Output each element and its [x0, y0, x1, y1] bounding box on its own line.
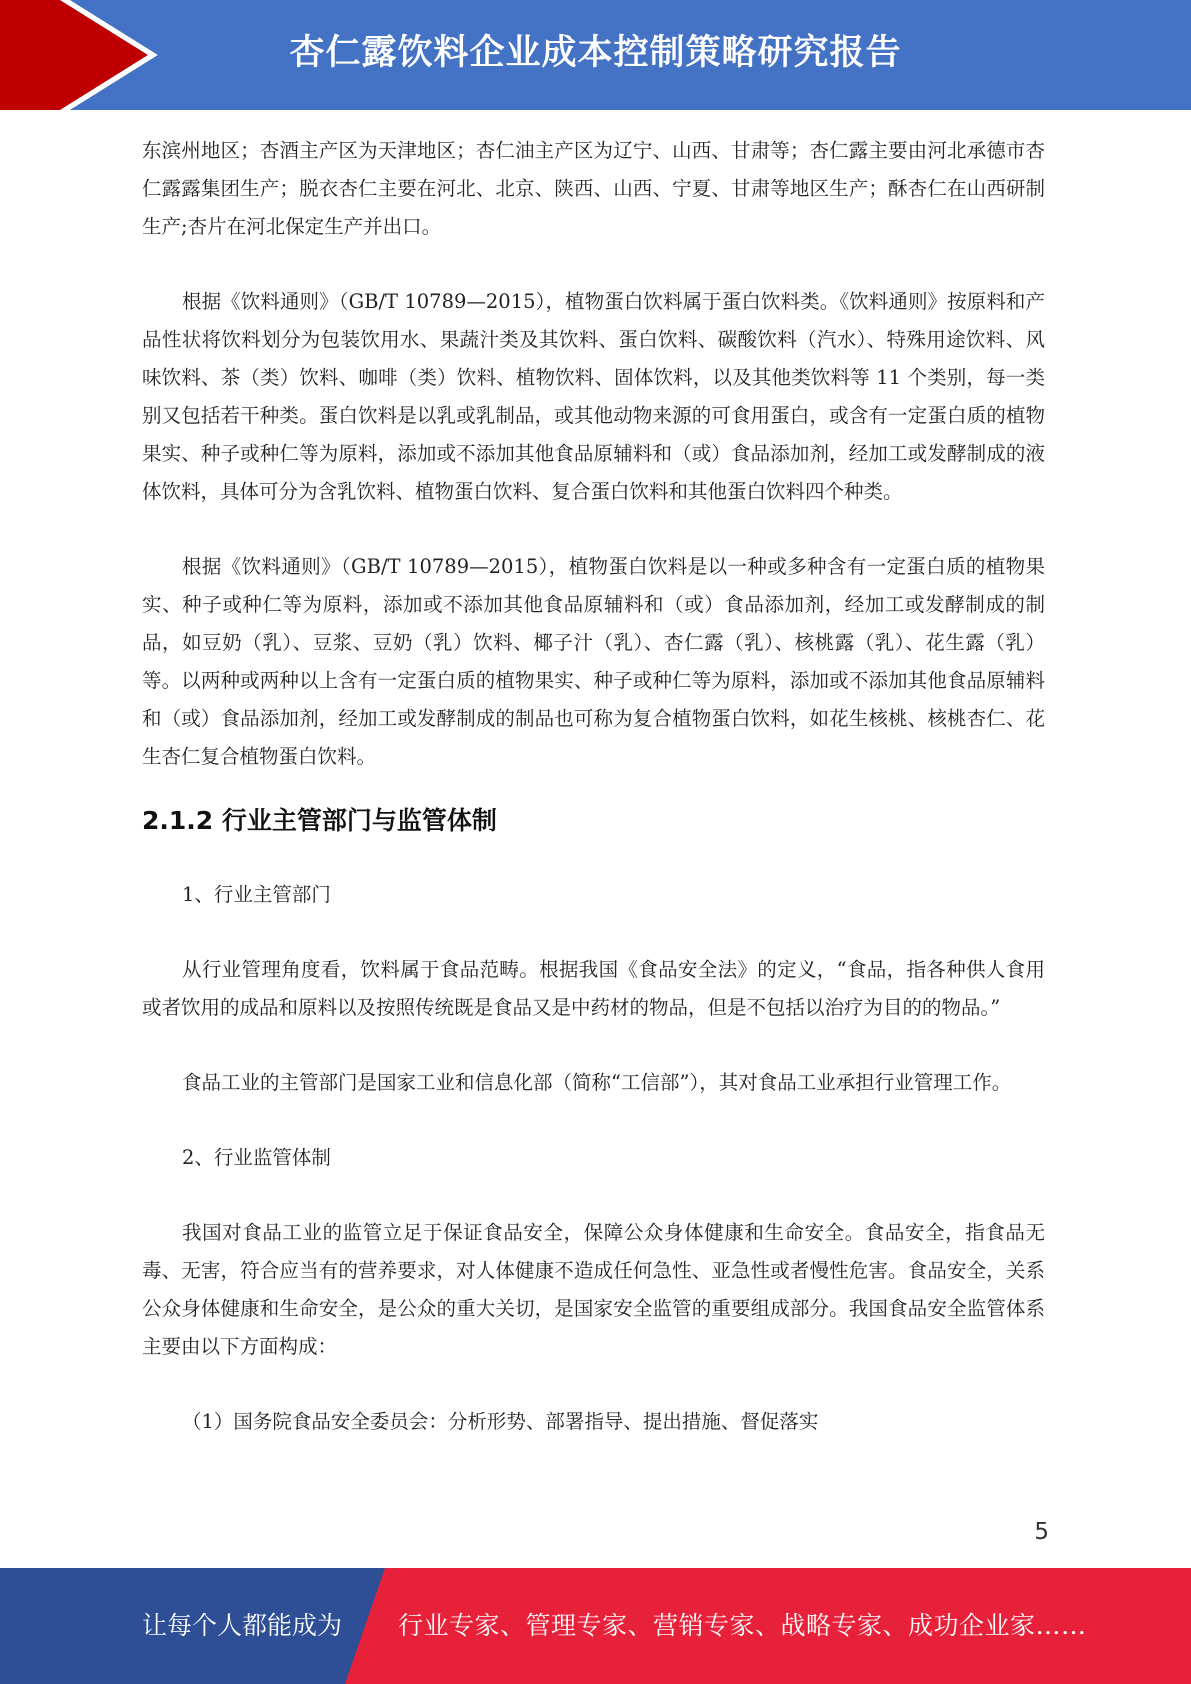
paragraph-food-definition: 从行业管理角度看，饮料属于食品范畴。根据我国《食品安全法》的定义，“食品，指各种供人食用或者饮用的成品和原料以及按照传统既是食品又是中药材的物品，但是不包括以治疗为目的的物品。” — [142, 958, 1045, 1019]
section-heading: 2.1.2 行业主管部门与监管体制 — [142, 806, 497, 835]
list-item-state-council: （1）国务院食品安全委员会：分析形势、部署指导、提出措施、督促落实 — [182, 1410, 819, 1433]
paragraph-plant-protein-definition: 根据《饮料通则》（GB/T 10789—2015），植物蛋白饮料是以一种或多种含有一定蛋白质的植物果实、种子或种仁等为原料，添加或不添加其他食品原辅料和（或）食品添加剂，经加工或发酵制成的制品，如豆奶（乳）、豆浆、豆奶（乳）饮料、椰子汁（乳）、杏仁露（乳）、核桃露（乳）、花生露（乳）等。以两种或两种以上含有一定蛋白质的植物果实、种子或种仁等为原料，添加或不添加其他食品原辅料和（或）食品添加剂，经加工或发酵制成的制品也可称为复合植物蛋白饮料，如花生核桃、核桃杏仁、花生杏仁复合植物蛋白饮料。 — [142, 555, 1045, 768]
subsection-industry-authority: 1、行业主管部门 — [182, 883, 331, 906]
subsection-regulatory-system: 2、行业监管体制 — [182, 1146, 331, 1169]
page-footer — [0, 1568, 1191, 1684]
footer-slogan-left: 让每个人都能成为 — [142, 1611, 343, 1640]
paragraph-origin-regions: 东滨州地区；杏酒主产区为天津地区；杏仁油主产区为辽宁、山西、甘肃等；杏仁露主要由河北承德市杏仁露露集团生产；脱衣杏仁主要在河北、北京、陕西、山西、宁夏、甘肃等地区生产；酥杏仁在山西研制生产;杏片在河北保定生产并出口。 — [142, 139, 1045, 238]
paragraph-beverage-classification: 根据《饮料通则》（GB/T 10789—2015），植物蛋白饮料属于蛋白饮料类。《饮料通则》按原料和产品性状将饮料划分为包装饮用水、果蔬汁类及其饮料、蛋白饮料、碳酸饮料（汽水）、特殊用途饮料、风味饮料、茶（类）饮料、咖啡（类）饮料、植物饮料、固体饮料，以及其他类饮料等 11 个类别，每一类别又包括若干种类。蛋白饮料是以乳或乳制品，或其他动物来源的可食用蛋白，或含有一定蛋白质的植物果实、种子或种仁等为原料，添加或不添加其他食品原辅料和（或）食品添加剂，经加工或发酵制成的液体饮料，具体可分为含乳饮料、植物蛋白饮料、复合蛋白饮料和其他蛋白饮料四个种类。 — [142, 290, 1045, 503]
footer-slogan-right: 行业专家、管理专家、营销专家、战略专家、成功企业家…… — [398, 1611, 1087, 1640]
page-number: 5 — [1034, 1519, 1049, 1545]
paragraph-food-safety: 我国对食品工业的监管立足于保证食品安全，保障公众身体健康和生命安全。食品安全，指食品无毒、无害，符合应当有的营养要求，对人体健康不造成任何急性、亚急性或者慢性危害。食品安全，关系公众身体健康和生命安全，是公众的重大关切，是国家安全监管的重要组成部分。我国食品安全监管体系主要由以下方面构成： — [142, 1221, 1045, 1358]
report-title: 杏仁露饮料企业成本控制策略研究报告 — [289, 33, 902, 73]
paragraph-authority-miit: 食品工业的主管部门是国家工业和信息化部（简称“工信部”），其对食品工业承担行业管理工作。 — [182, 1071, 1012, 1094]
page-content — [142, 132, 1045, 1441]
page-header — [0, 0, 1191, 110]
